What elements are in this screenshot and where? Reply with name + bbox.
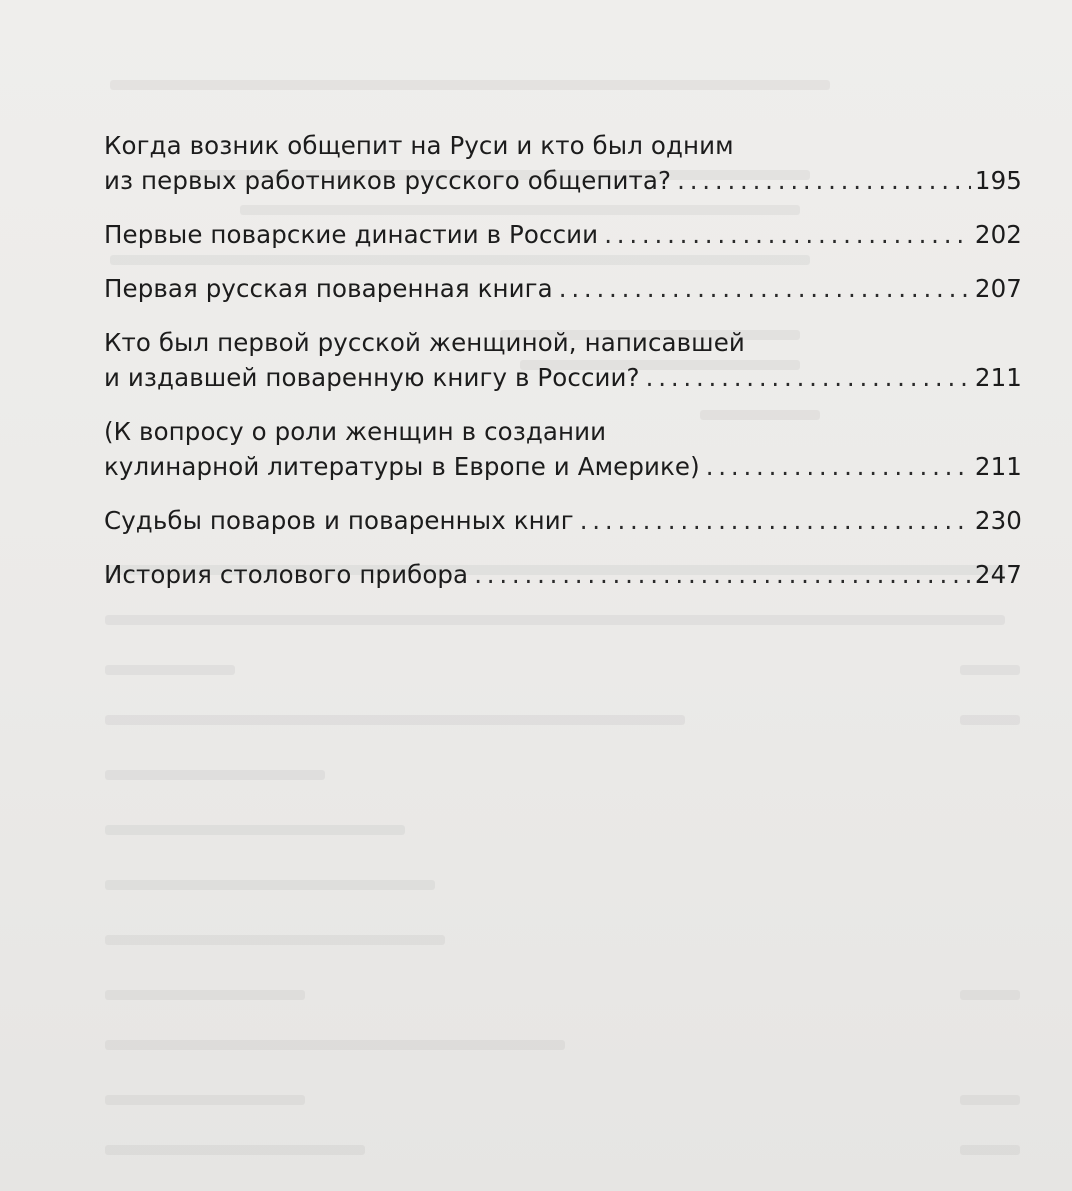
toc-page-number: 230 — [974, 506, 1022, 535]
toc-entry-final-line — [104, 163, 1022, 198]
toc-entry-title-line: Когда возник общепит на Руси и кто был одним — [104, 131, 734, 160]
dot-leader — [677, 163, 971, 198]
toc-entry — [104, 217, 1022, 252]
toc-entry-final-line — [104, 449, 1022, 484]
toc-entry-final-line — [104, 360, 1022, 395]
toc-entry-title-line: Судьбы поваров и поваренных книг — [104, 506, 574, 535]
toc-page-number: 247 — [974, 560, 1022, 589]
toc-entry-title-line: и издавшей поваренную книгу в России? — [104, 363, 640, 392]
toc-entry — [104, 414, 1022, 484]
dot-leader — [646, 360, 971, 395]
toc-entry — [104, 128, 1022, 198]
toc-entry-title-line: Кто был первой русской женщиной, написавшей — [104, 328, 745, 357]
toc-page-number: 211 — [974, 452, 1022, 481]
toc-entry-title-line: Первые поварские династии в России — [104, 220, 599, 249]
toc-entry — [104, 271, 1022, 306]
toc-entry-final-line — [104, 557, 1022, 592]
toc-entry-title-line: (К вопросу о роли женщин в создании — [104, 417, 607, 446]
toc-entry-final-line — [104, 217, 1022, 252]
toc-entry-final-line — [104, 503, 1022, 538]
toc-entry-title-line: из первых работников русского общепита? — [104, 166, 672, 195]
toc-entry-title-line: История столового прибора — [104, 560, 469, 589]
dot-leader — [559, 271, 971, 306]
toc-page-number: 202 — [974, 220, 1022, 249]
toc-entry — [104, 325, 1022, 395]
toc-entry-title-line: Первая русская поваренная книга — [104, 274, 553, 303]
toc-entry — [104, 503, 1022, 538]
toc-page-number: 195 — [974, 166, 1022, 195]
toc-page-number: 211 — [974, 363, 1022, 392]
toc-entry-final-line — [104, 271, 1022, 306]
toc-entry — [104, 557, 1022, 592]
toc-entry-title-line: кулинарной литературы в Европе и Америке) — [104, 452, 700, 481]
toc-page-number: 207 — [974, 274, 1022, 303]
dot-leader — [706, 449, 971, 484]
table-of-contents — [104, 128, 1022, 611]
dot-leader — [580, 503, 971, 538]
dot-leader — [474, 557, 971, 592]
dot-leader — [604, 217, 971, 252]
